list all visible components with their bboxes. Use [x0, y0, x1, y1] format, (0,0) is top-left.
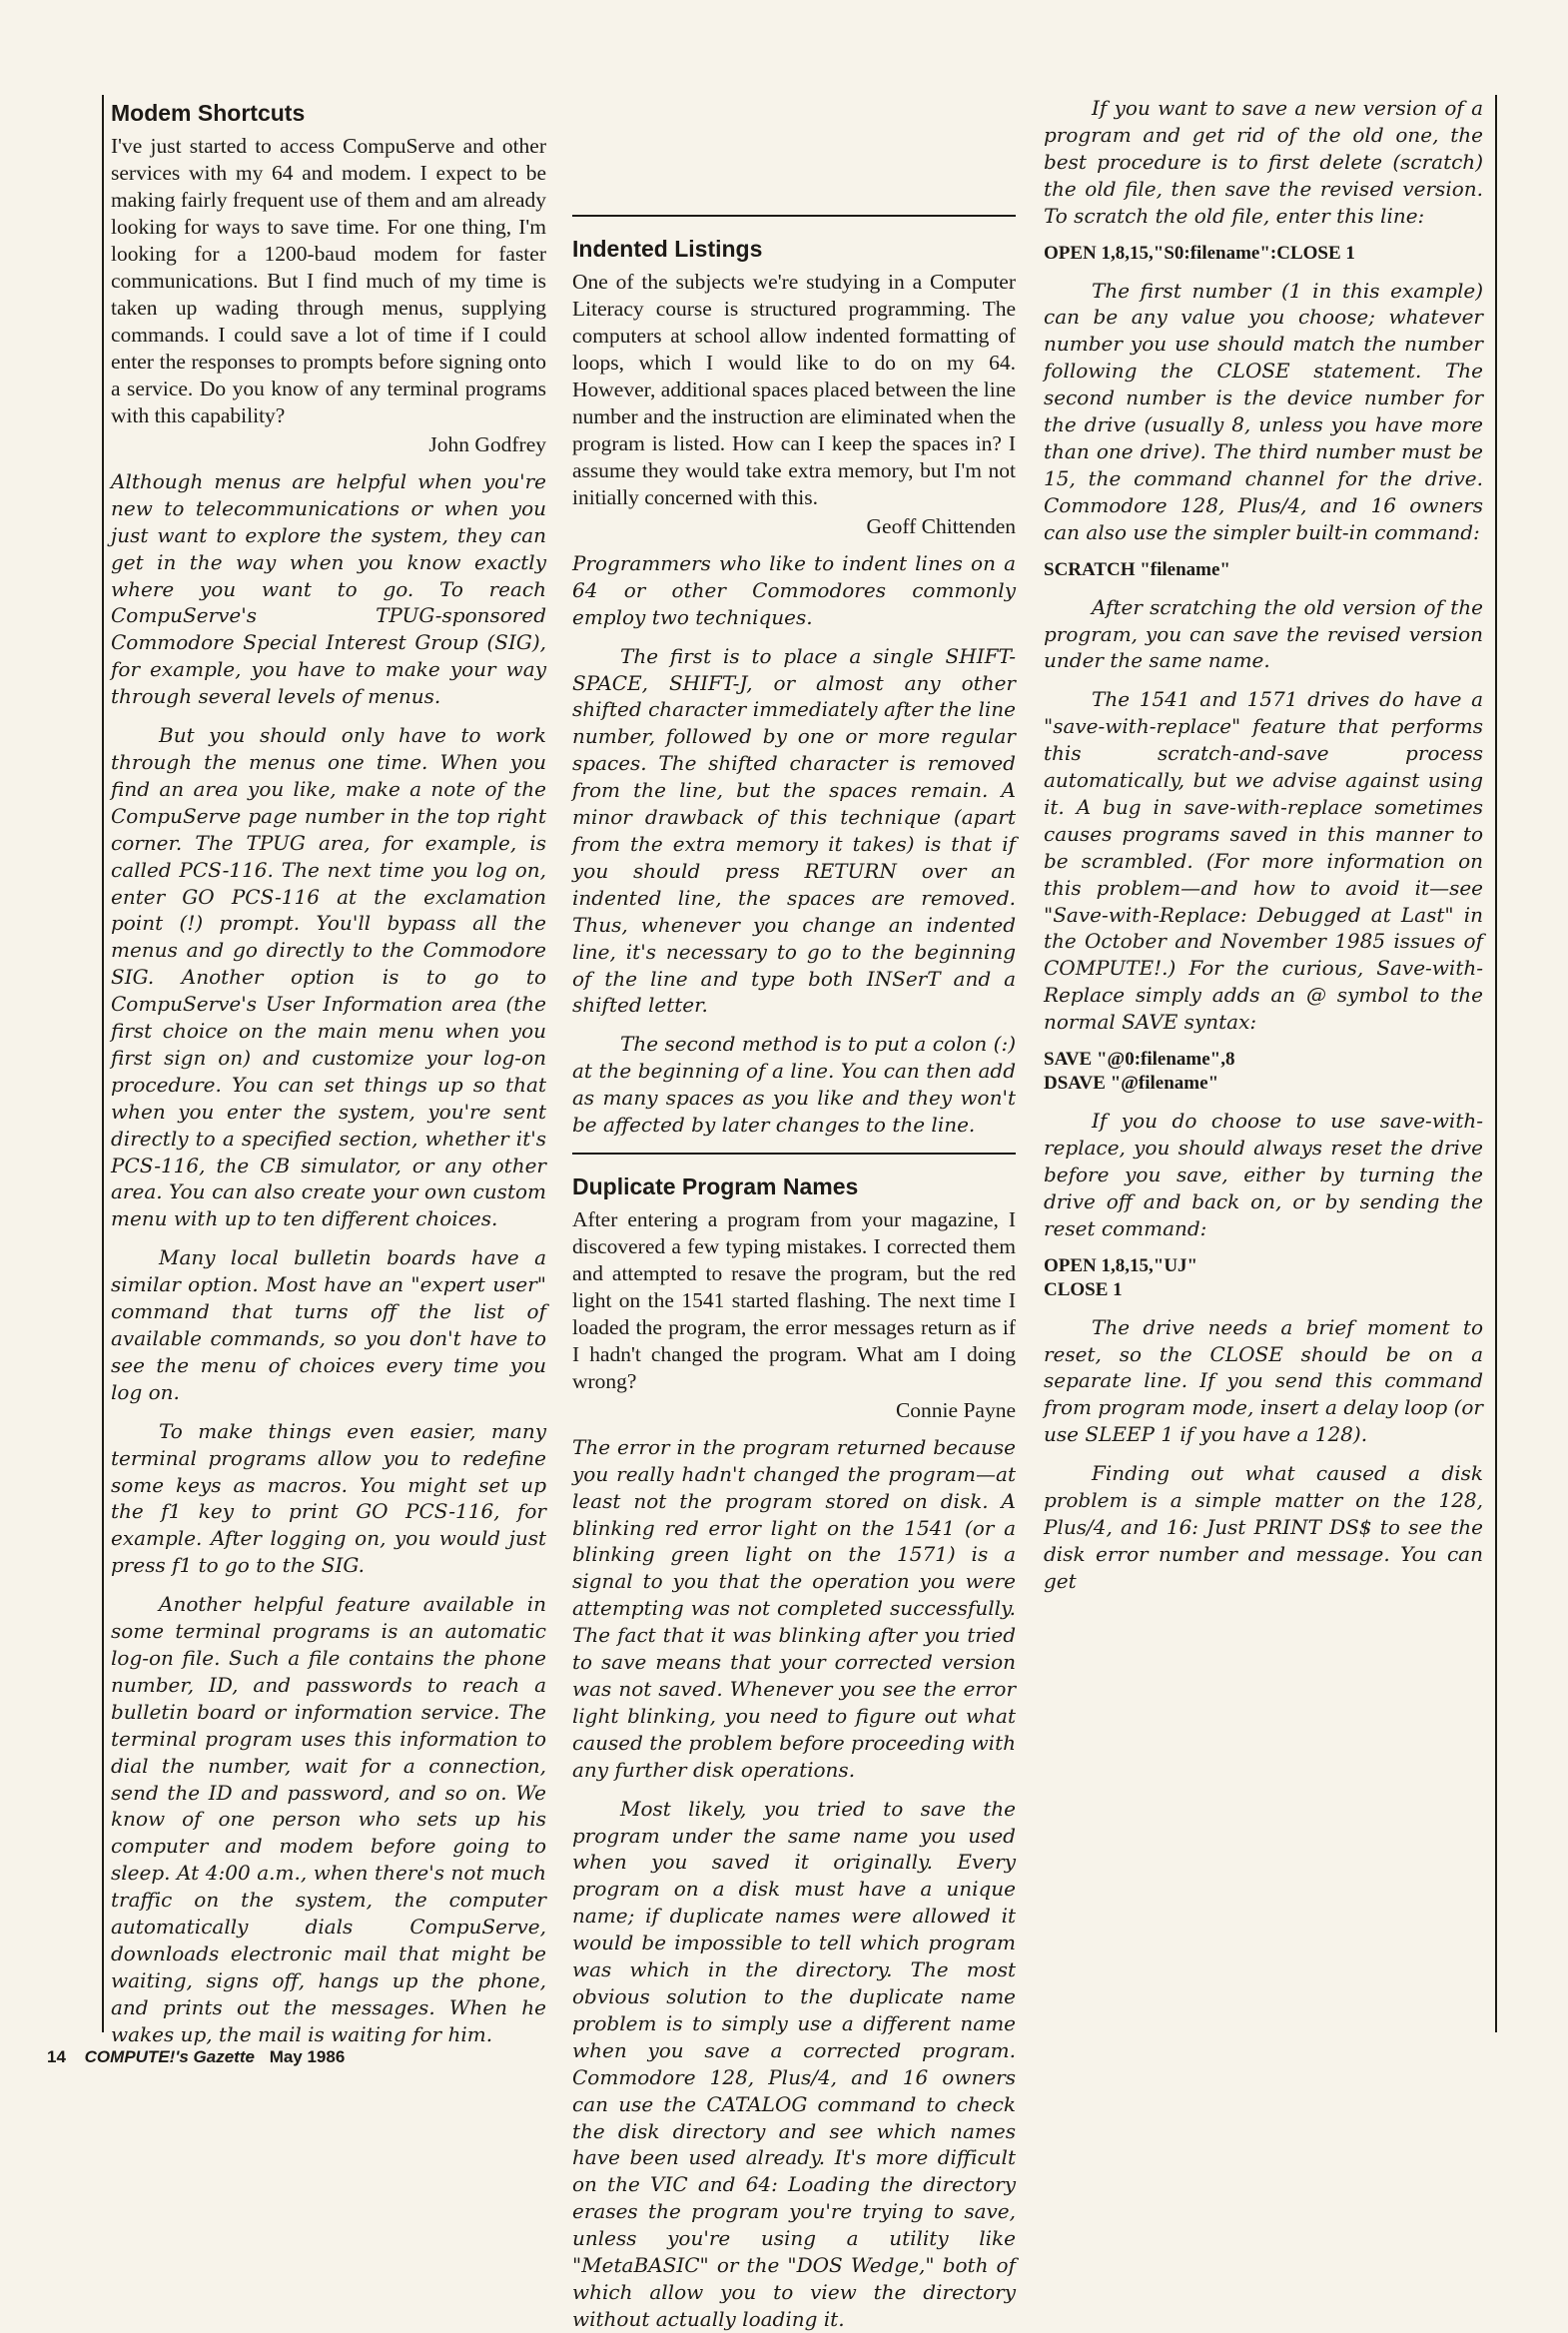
letter-question: After entering a program from your magazine, I discovered a few typing mistakes. I corrected them and attempted to resave the program, but the red light on the 1541 started flashing. The next time I loaded the program, the error messages return as if I hadn't changed the program. What am I doing wrong? [572, 1206, 1016, 1393]
answer-paragraph: The drive needs a brief moment to reset, so the CLOSE should be on a separate line. If you send this command from program mode, insert a delay loop (or use SLEEP 1 if you have a 128). [1044, 1314, 1483, 1447]
code-listing: SAVE "@0:filename",8 DSAVE "@filename" [1044, 1049, 1235, 1095]
letter-signature: Geoff Chittenden [866, 514, 1016, 538]
section-divider [572, 1153, 1016, 1155]
issue-date: May 1986 [269, 2047, 346, 2066]
answer-paragraph: Most likely, you tried to save the program under the same name you used when you saved it originally. Every program on a disk must have a unique name; if duplicate names were allowed it would be impossible to tell which program was which in the directory. The most obvious solution to the duplicate name problem is to simply use a different name when you save a corrected program. Commodore 128, Plus/4, and 16 owners can use the CATALOG command to check the disk directory and see which names have been used already. It's more difficult on the VIC and 64: Loading the directory erases the program you're trying to save, unless you're using a utility like "MetaBASIC" or the "DOS Wedge," both of which allow you to view the directory without actually loading it. [572, 1796, 1016, 2331]
answer-paragraph: The first number (1 in this example) can be any value you choose; whatever number you use should match the number following the CLOSE statement. The second number is the device number for the drive (usually 8, unless you have more than one drive). The third number must be 15, the command channel for the drive. Commodore 128, Plus/4, and 16 owners can also use the simpler built-in command: [1044, 278, 1483, 544]
answer-paragraph: After scratching the old version of the program, you can save the revised version under the same name. [1044, 594, 1483, 673]
answer-paragraph: Many local bulletin boards have a similar option. Most have an "expert user" command that turns off the list of available commands, so you don't have to see the menu of choices every time you log on. [111, 1245, 546, 1404]
answer-paragraph: The second method is to put a colon (:) at the beginning of a line. You can then add as many spaces as you like and they won't be affected by later changes to the line. [572, 1032, 1016, 1138]
letter-signature: John Godfrey [428, 432, 546, 456]
page-number: 14 [47, 2047, 66, 2066]
letter-signature: Connie Payne [895, 1397, 1016, 1422]
magazine-name: COMPUTE!'s Gazette [84, 2047, 255, 2066]
answer-paragraph: Programmers who like to indent lines on a 64 or other Commodores commonly employ two techniques. [572, 550, 1016, 629]
answer-paragraph: The 1541 and 1571 drives do have a "save-with-replace" feature that performs this scratch-and-save process automatically, but we advise against using it. A bug in save-with-replace sometimes causes programs saved in this manner to be scrambled. (For more information on this problem—and how to avoid it—see "Save-with-Replace: Debugged at Last" in the October and November 1985 issues of COMPUTE!.) For the curious, Save-with-Replace simply adds an @ symbol to the normal SAVE syntax: [1044, 687, 1483, 1035]
answer-paragraph: Although menus are helpful when you're new to telecommunications or when you just want to explore the system, they can get in the way when you know exactly where you want to go. To reach CompuServe's TPUG-sponsored Commodore Special Interest Group (SIG), for example, you have to make your way through several levels of menus. [111, 468, 546, 709]
section-divider [572, 215, 1016, 217]
answer-paragraph: But you should only have to work through the menus one time. When you find an area you like, make a note of the CompuServe page number in the top right corner. The TPUG area, for example, is called PCS-116. The next time you log on, enter GO PCS-116 at the exclamation point (!) prompt. You'll bypass all the menus and go directly to the Commodore SIG. Another option is to go to CompuServe's User Information area (the first choice on the main menu when you first sign on) and customize your log-on procedure. You can set things up so that when you enter the system, you're sent directly to a specified section, whether it's PCS-116, the CB simulator, or any other area. You can also create your own custom menu with up to ten different choices. [111, 723, 546, 1231]
column-2 [572, 95, 1016, 2331]
answer-paragraph: If you do choose to use save-with-replace, you should always reset the drive before you save, either by turning the drive off and back on, or by sending the reset command: [1044, 1109, 1483, 1240]
column-3 [1044, 95, 1491, 2032]
left-column-rule [102, 95, 104, 2032]
answer-paragraph: The first is to place a single SHIFT-SPACE, SHIFT-J, or almost any other shifted character immediately after the line number, followed by one or more regular spaces. The shifted character is removed from the line, but the spaces remain. A minor drawback of this technique (apart from the extra memory it takes) is that if you should press RETURN over an indented line, the spaces are removed. Thus, whenever you change an indented line, it's necessary to go to the beginning of the line and type both INSerT and a shifted letter. [572, 643, 1016, 1018]
section-title-duplicate-program-names: Duplicate Program Names [572, 1172, 859, 1199]
code-listing: OPEN 1,8,15,"UJ" CLOSE 1 [1044, 1254, 1198, 1300]
letter-question: I've just started to access CompuServe and other services with my 64 and modem. I expect to be making fairly frequent use of them and am already looking for ways to save time. For one thing, I'm looking for a 1200-baud modem for faster communications. But I find much of my time is taken up wading through menus, supplying commands. I could save a lot of time if I could enter the responses to prompts before signing onto a service. Do you know of any terminal programs with this capability? [111, 134, 546, 427]
code-listing: OPEN 1,8,15,"S0:filename":CLOSE 1 [1044, 242, 1355, 264]
answer-paragraph: Another helpful feature available in some terminal programs is an automatic log-on file. Such a file contains the phone number, ID, and passwords to reach a bulletin board or information service. The terminal program uses this information to dial the number, wait for a connection, send the ID and password, and so on. We know of one person who sets up his computer and modem before going to sleep. At 4:00 a.m., when there's not much traffic on the system, the computer automatically dials CompuServe, downloads electronic mail that might be waiting, signs off, hangs up the phone, and prints out the messages. When he wakes up, the mail is waiting for him. [111, 1592, 546, 2046]
section-title-indented-listings: Indented Listings [572, 236, 763, 262]
answer-paragraph: The error in the program returned because you really hadn't changed the program—at least not the program stored on disk. A blinking red error light on the 1541 (or a blinking green light on the 1571) is a signal to you that the operation you were attempting was not completed successfully. The fact that it was blinking after you tried to save means that your corrected version was not saved. Whenever you see the error light blinking, you need to figure out what caused the problem before proceeding with any further disk operations. [572, 1434, 1016, 1782]
section-title-modem-shortcuts: Modem Shortcuts [111, 100, 306, 126]
right-column-rule [1495, 95, 1497, 2032]
page-footer [47, 2047, 345, 2067]
code-listing: SCRATCH "filename" [1044, 558, 1230, 580]
column-1 [105, 95, 546, 2046]
answer-paragraph: Finding out what caused a disk problem is a simple matter on the 128, Plus/4, and 16: Just PRINT DS$ to see the disk error number and message. You can get [1044, 1461, 1483, 1593]
answer-paragraph: To make things even easier, many terminal programs allow you to redefine some keys as macros. You might set up the f1 key to print GO PCS-116, for example. After logging on, you would just press f1 to go to the SIG. [111, 1418, 546, 1578]
letter-question: One of the subjects we're studying in a Computer Literacy course is structured programming. The computers at school allow indented formatting of loops, which I would like to do on my 64. However, additional spaces placed between the line number and the instruction are eliminated when the program is listed. How can I keep the spaces in? I assume they would take extra memory, but I'm not initially concerned with this. [572, 270, 1016, 509]
answer-paragraph: If you want to save a new version of a program and get rid of the old one, the best procedure is to first delete (scratch) the old file, then save the revised version. To scratch the old file, enter this line: [1044, 96, 1483, 228]
